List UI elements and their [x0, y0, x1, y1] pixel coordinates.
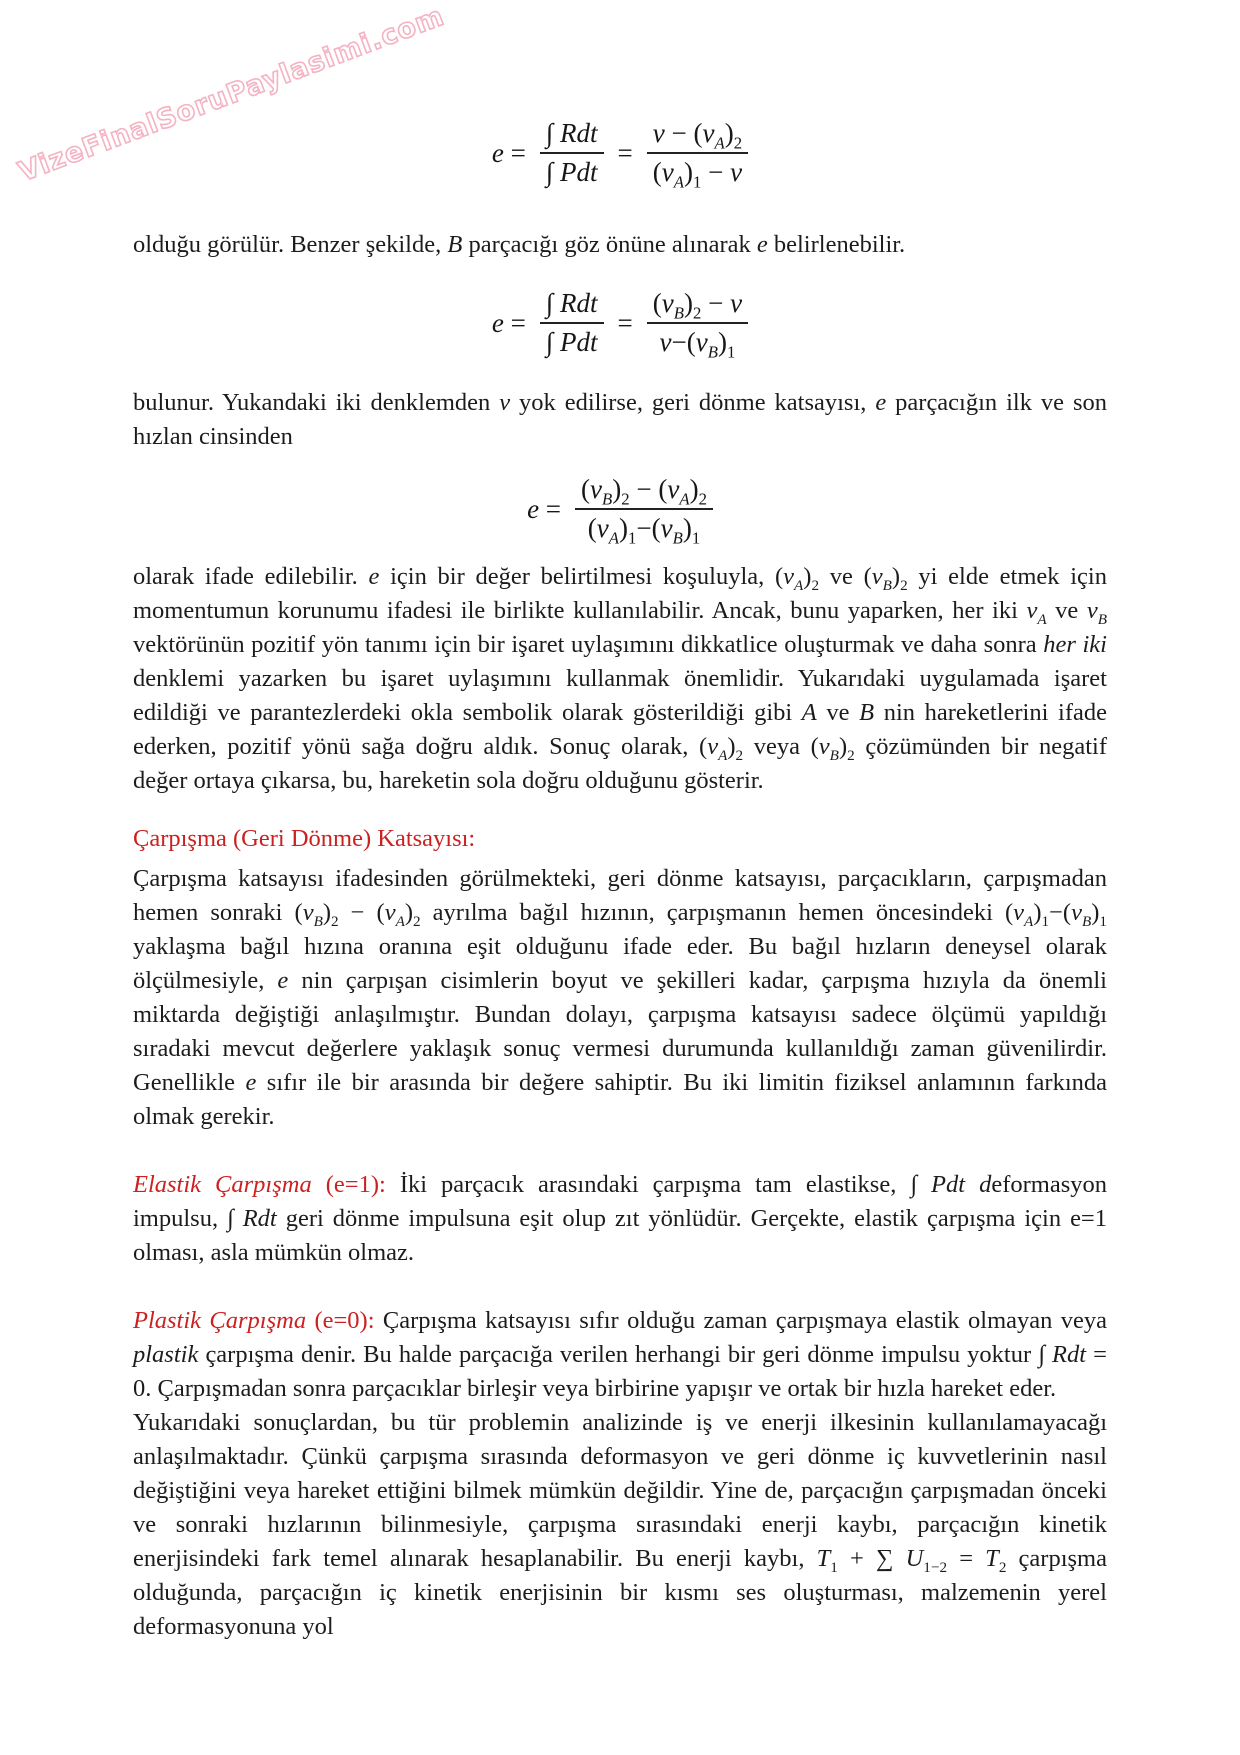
fraction-impulse-ratio: [540, 118, 604, 188]
fraction-numerator: ∫ Rdt: [540, 118, 604, 154]
plastic-collision-text: Çarpışma katsayısı sıfır olduğu zaman çarpışmaya elastik olmayan veya plastik çarpışma denir. Bu halde parçacığa verilen herhangi bir geri dönme impulsu yoktur ∫ Rdt = 0. Çarpışmadan sonra parçacıklar birleşir veya birbirine yapışır ve ortak bir hızla hareket eder.: [133, 1307, 1107, 1403]
equals-sign: =: [617, 137, 633, 168]
formula-lhs: e =: [491, 137, 526, 168]
paragraph-plastic-collision: [133, 1304, 1107, 1406]
fraction-velocity-ratio: [647, 118, 748, 192]
paragraph-benzer-sekilde: olduğu görülür. Benzer şekilde, B parçacığı göz önüne alınarak e belirlenebilir.: [133, 231, 906, 259]
elastic-collision-label: Elastik Çarpışma (e=1):: [133, 1171, 386, 1199]
paragraph-bulunur: bulunur. Yukandaki iki denklemden v yok edilirse, geri dönme katsayısı, e parçacığın ilk ve son hızlan cinsinden: [133, 389, 1108, 451]
plastic-collision-label: Plastik Çarpışma (e=0):: [133, 1307, 375, 1335]
formula-lhs: e =: [491, 307, 526, 338]
section-heading-restitution-coefficient: Çarpışma (Geri Dönme) Katsayısı:: [133, 825, 476, 853]
fraction-denominator: ∫ Pdt: [545, 327, 598, 358]
formula-restitution-particle-a: [133, 118, 1107, 192]
paragraph-energy-loss: Yukarıdaki sonuçlardan, bu tür problemin analizinde iş ve enerji ilkesinin kullanılamayacağı anlaşılmaktadır. Çünkü çarpışma sırasında deformasyon ve geri dönme iç kuvvetlerinin nasıl değiştiğini veya hareket ettiğini bilmek mümkün değildir. Yine de, parçacığın çarpışmadan önceki ve sonraki hızlarının bilinmesiyle, çarpışma sırasındaki enerji kaybı, parçacığın kinetik enerjisindeki fark temel alınarak hesaplanabilir. Bu enerji kaybı, $T_1$ + ∑ $U_{1-2} = T_2$ çarpışma olduğunda, parçacığın iç kinetik enerjisinin bir kısmı ses oluşturması, malzemenin yerel deformasyonuna yol: [133, 1409, 1107, 1641]
equals-sign: =: [617, 307, 633, 338]
watermark-text: VizeFinalSoruPaylasimi.com: [14, 0, 449, 189]
fraction-velocity-ratio: [647, 288, 748, 362]
fraction-numerator: $(v_B)_2 - v$: [647, 288, 748, 324]
paragraph-elastic-collision: [133, 1168, 1107, 1270]
formula-lhs: e =: [527, 493, 562, 524]
fraction-numerator: ∫ Rdt: [540, 288, 604, 324]
fraction-relative-velocities: [575, 474, 713, 548]
fraction-numerator: $(v_B)_2 - (v_A)_2$: [575, 474, 713, 510]
fraction-impulse-ratio: [540, 288, 604, 358]
fraction-numerator: $v - (v_A)_2$: [647, 118, 748, 154]
paragraph-restitution-explanation: Çarpışma katsayısı ifadesinden görülmekteki, geri dönme katsayısı, parçacıkların, çarpışmadan hemen sonraki $(v_B)_2 - (v_A)_2$ ayrılma bağıl hızının, çarpışmanın hemen öncesindeki $(v_A)_1-(v_B)_1$ yaklaşma bağıl hızına oranına eşit olduğunu ifade eder. Bu bağıl hızların deneysel olarak ölçülmesiyle, e nin çarpışan cisimlerin boyut ve şekilleri kadar, çarpışma hızıyla da önemli miktarda değiştiği anlaşılmıştır. Bundan dolayı, çarpışma katsayısı sadece ölçümü yapıldığı sıradaki mevcut değerlere yaklaşık sonuç vermesi durumunda kullanıldığı zaman güvenilirdir. Genellikle e sıfır ile bir arasında bir değere sahiptir. Bu iki limitin fiziksel anlamının farkında olmak gerekir.: [133, 865, 1108, 1131]
fraction-denominator: $(v_A)_1-(v_B)_1$: [587, 513, 701, 548]
paragraph-sign-convention: olarak ifade edilebilir. e için bir değer belirtilmesi koşuluyla, $(v_A)_2$ ve $(v_B)_2$ yi elde etmek için momentumun korunumu ifadesi ile birlikte kullanılabilir. Ancak, bunu yaparken, her iki $v_A$ ve $v_B$ vektörünün pozitif yön tanımı için bir işaret uylaşımını dikkatlice oluşturmak ve daha sonra her iki denklemi yazarken bu işaret uylaşımını kullanmak önemlidir. Yukarıdaki uygulamada işaret edildiği ve parantezlerdeki okla sembolik olarak gösterildiği gibi A ve B nin hareketlerini ifade ederken, pozitif yönü sağa doğru aldık. Sonuç olarak, $(v_A)_2$ veya $(v_B)_2$ çözümünden bir negatif değer ortaya çıkarsa, bu, hareketin sola doğru olduğunu gösterir.: [133, 563, 1108, 795]
fraction-denominator: $(v_A)_1 - v$: [652, 157, 743, 192]
elastic-collision-text: İki parçacık arasındaki çarpışma tam elastikse, ∫ Pdt deformasyon impulsu, ∫ Rdt geri dönme impulsuna eşit olup zıt yönlüdür. Gerçekte, elastik çarpışma için e=1 olması, asla mümkün olmaz.: [133, 1171, 1108, 1267]
formula-restitution-combined: [133, 474, 1107, 548]
page-content: [133, 0, 1107, 1644]
fraction-denominator: $v-(v_B)_1$: [659, 327, 736, 362]
fraction-denominator: ∫ Pdt: [545, 157, 598, 188]
formula-restitution-particle-b: [133, 288, 1107, 362]
